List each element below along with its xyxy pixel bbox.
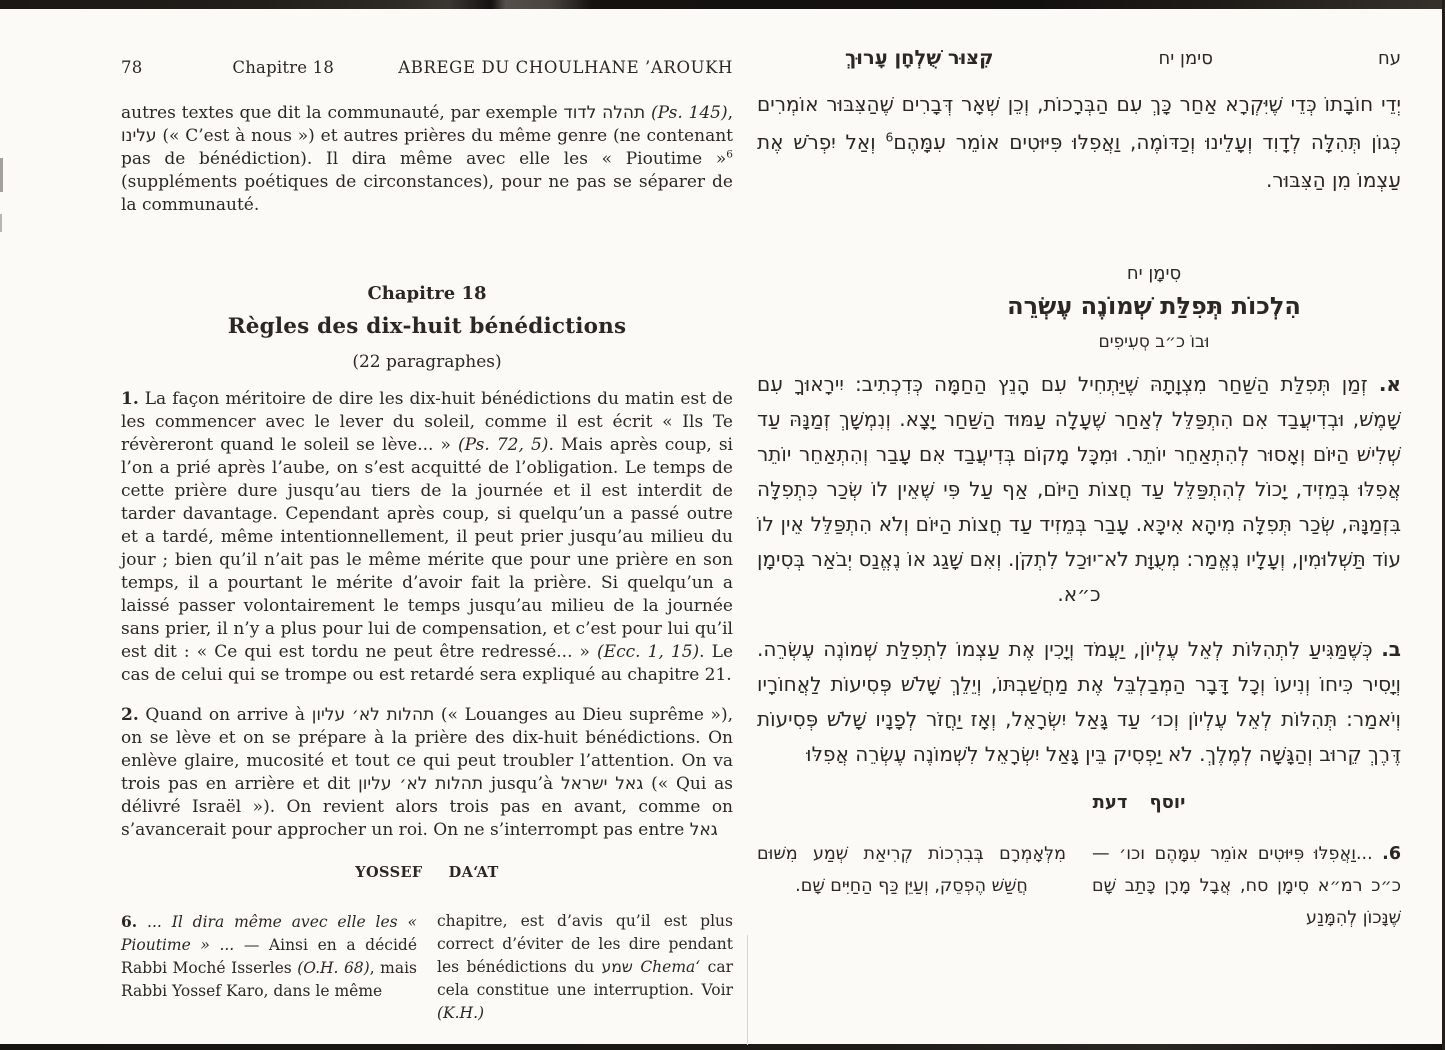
french-paragraph-1 xyxy=(121,388,733,687)
paragraph-text: autres textes que dit la communauté, par exemple תהלה לדוד xyxy=(121,103,651,123)
paragraph-letter: ב. xyxy=(1381,637,1401,661)
footnote-number: 6. xyxy=(121,911,138,931)
paragraph-text: (suppléments poétiques de circonstances), pour ne pas se séparer de la communauté. xyxy=(121,172,733,215)
hebrew-section-heading xyxy=(757,263,1401,352)
footnote-header-word: יוסף xyxy=(1149,792,1186,813)
scan-gutter-line xyxy=(747,935,748,1045)
footnote-number: 6. xyxy=(1382,843,1401,864)
footnote-marker: 6 xyxy=(885,129,894,145)
footnote-text: chapitre, est d’avis qu’il est plus correct d’éviter de les dire pendant les bénédictions du xyxy=(437,911,733,976)
paragraph-text: זְמַן תְּפִלַּת הַשַּׁחַר מִצְוָתָהּ שֶׁיַּתְחִיל עִם הָנֵץ הַחַמָּה כְּדִכְתִיב: יִירָאוּךָ עִם שָׁמֶשׁ, וּבְדִיעֲבַד אִם הִתְפַּלֵּל לְאַחַר שֶׁעָלָה עַמּוּד הַשַּׁחַר יָצָא. וְנִמְשָׁךְ זְמַנָּהּ עַד שְׁלִישׁ הַיּוֹם וְאָסוּר לְהִתְאַחֵר יוֹתֵר. וּמִכָּל מָקוֹם בְּדִיעֲבַד אִם עָבַר וְהִתְאַחֵר יוֹתֵר אֲפִלּוּ בְּמֵזִיד, יָכוֹל לְהִתְפַּלֵּל עַד חֲצוֹת הַיּוֹם, אַף עַל פִּי שֶׁאֵין לוֹ שְׂכַר כִּתְפִלָּה בִּזְמַנָּהּ, שְׂכַר תְּפִלָּה מִיהָא אִיכָּא. עָבַר בְּמֵזִיד עַד חֲצוֹת הַיּוֹם וְלֹא הִתְפַּלֵּל אֵין לוֹ עוֹד תַּשְׁלוּמִין, וְעָלָיו נֶאֱמַר: מְעֻוָּת לֹא־יוּכַל לִתְקֹן. וְאִם שָׁגַג אוֹ נֶאֱנַס יְבֹאַר בְּסִימָן כ״א. xyxy=(757,372,1401,606)
paragraph-text: . Le cas de celui qui se trompe ou est retardé sera expliqué au chapitre 21. xyxy=(121,642,733,685)
scripture-reference: (Ps. 72, 5) xyxy=(458,435,549,455)
footnote-header-word: DA‘AT xyxy=(448,864,499,881)
siman-title: הִלְכוֹת תְּפִלַּת שְׁמוֹנֶה עֶשְׂרֵה xyxy=(1007,292,1301,320)
source-reference: (O.H. 68) xyxy=(297,958,370,977)
hebrew-paragraph-alef xyxy=(757,367,1401,612)
footnote-marker: 6 xyxy=(726,148,733,161)
paragraph-text: כְּשֶׁמַּגִּיעַ לִתְהִלּוֹת לְאֵל עֶלְיוֹן, יַעֲמֹד וְיָכִין אֶת עַצְמוֹ לִתְפִלַּת שְׁמוֹנֶה עֶשְׂרֵה. וְיָסִיר כִּיחוֹ וְנִיעוֹ וְכָל דָּבָר הַמְבַלְבֵּל אֶת מַחֲשַׁבְתּוֹ, וְיֵלֵךְ שָׁלֹשׁ פְּסִיעוֹת לַאֲחוֹרָיו וְיֹאמַר: תְּהִלּוֹת לְאֵל עֶלְיוֹן וְכוּ׳ עַד גָּאַל יִשְׂרָאֵל, וְאָז יַחֲזֹר לְפָנָיו שָׁלֹשׁ פְּסִיעוֹת דֶּרֶךְ קֵרוּב וְהַגָּשָׁה לְמֶלֶךְ. לֹא יַפְסִיק בֵּין גָּאַל יִשְׂרָאֵל לִשְׁמוֹנֶה עֶשְׂרֵה אֲפִלּוּ xyxy=(757,637,1401,766)
footnote-column-1 xyxy=(121,910,417,1025)
chapter-subtitle: (22 paragraphes) xyxy=(352,352,502,372)
siman-subtitle: וּבוֹ כ״ב סְעִיפִים xyxy=(1098,332,1210,352)
french-running-header xyxy=(121,58,733,77)
chapter-heading: Chapitre 18 xyxy=(367,283,487,304)
hebrew-footnotes xyxy=(757,820,1401,951)
scan-edge-top xyxy=(0,0,1445,9)
inline-hebrew-word: שמע xyxy=(601,957,633,976)
siman-label: סִימָן יח xyxy=(1126,263,1182,284)
source-reference: (K.H.) xyxy=(437,1003,485,1022)
footnote-section-header-french xyxy=(121,864,733,881)
footnote-text: מִלְּאָמְרָם בְּבִרְכוֹת קְרִיאַת שְׁמַע מִשּׁוּם חֲשַׁשׁ הֶפְסֵק, וְעַיֵּן כַּף הַחַיִּים שָׁם. xyxy=(757,843,1066,896)
french-footnotes xyxy=(121,894,733,1040)
footnote-text: Ainsi en a décidé Rabbi Moché Isserles xyxy=(121,935,417,977)
footnote-text: car cela constitue une interruption. Voir xyxy=(437,957,733,999)
hebrew-column xyxy=(757,46,1401,951)
hebrew-paragraph-bet xyxy=(757,632,1401,772)
paragraph-text: , עלינו (« C’est à nous ») et autres prières du même genre (ne contenant pas de bénédiction). Il dira même avec elle les « Pioutime » xyxy=(121,103,734,169)
footnote-lemma: ... Il dira même avec elle les « Pioutime » ... — xyxy=(121,912,417,954)
book-title-french: ABREGE DU CHOULHANE ’AROUKH xyxy=(398,58,733,77)
transliteration: Chema‘ xyxy=(632,957,701,976)
french-paragraph-2 xyxy=(121,704,733,842)
footnote-section-header-hebrew xyxy=(757,792,1401,813)
paragraph-text: . Mais après coup, si l’on a prié après l’aube, on s’est acquitté de l’obligation. Le temps de cette prière dure jusqu’au tiers de la journée et il est interdit de tarder davantage. Cependant après coup, si quelqu’un a passé outre et a tardé, même intentionnellement, il peut prier jusqu’au milieu du jour ; bien qu’il n’ait pas le même mérite que pour une prière en son temps, il a pourtant le mérite d’avoir fait la prière. Si quelqu’un a laissé passer volontairement le temps jusqu’au milieu de la journée sans prier, il n’y a plus pour lui de compensation, et c’est pour lui qu’il est dit : « Ce qui est tordu ne peut être redressé... » xyxy=(121,435,733,662)
footnote-header-word: דעת xyxy=(1092,792,1128,813)
scripture-reference: (Ps. 145) xyxy=(650,103,728,123)
chapter-title: Règles des dix-huit bénédictions xyxy=(227,314,627,339)
hebrew-footnote-column-right xyxy=(1092,838,1401,934)
paragraph-text: וְאַל יִפְרֹשׁ אֶת עַצְמוֹ מִן הַצִּבּוּר. xyxy=(757,130,1401,192)
running-siman-label: סימן יח xyxy=(1158,48,1213,69)
paragraph-number: 2. xyxy=(121,705,139,725)
hebrew-running-header xyxy=(757,46,1401,69)
paragraph-text: Quand on arrive à תהלות לא׳ עליון (« Louanges au Dieu suprême »), on se lève et on se prépare à la prière des dix-huit bénédictions. On enlève glaire, mucosité et tout ce qui peut troubler l’attention. On va trois pas en arrière et dit תהלות לא׳ עליון jusqu’à גאל ישראל (« Qui as délivré Israël »). On revient alors trois pas en avant, comme on s’avancerait pour approcher un roi. On ne s’interrompt pas entre גאל xyxy=(121,705,733,840)
page-number: 78 xyxy=(121,58,143,77)
footnote-header-word: YOSSEF xyxy=(355,864,423,881)
hebrew-page-number: עח xyxy=(1377,48,1401,69)
footnote-column-2 xyxy=(437,910,733,1025)
hebrew-footnote-column-left xyxy=(757,838,1066,934)
paragraph-text: יְדֵי חוֹבָתוֹ כְּדֵי שֶׁיִּקְרָא אַחַר כָּךְ עִם הַבְּרָכוֹת, וְכֵן שְׁאָר דְּבָרִים שֶׁהַצִּבּוּר אוֹמְרִים כְּגוֹן תְּהִלָּה לְדָוִד וְעָלֵינוּ וְכַדּוֹמֶה, וַאֲפִלּוּ פִּיּוּטִים אוֹמֵר עִמָּהֶם xyxy=(757,92,1401,154)
book-title-hebrew: קִצּוּר שֻׁלְחָן עָרוּךְ xyxy=(845,46,994,69)
scan-edge-mark xyxy=(0,158,3,192)
scripture-reference: (Ecc. 1, 15) xyxy=(597,642,700,662)
running-chapter-label: Chapitre 18 xyxy=(232,58,335,77)
hebrew-continuation-paragraph xyxy=(757,85,1401,199)
scan-edge-mark xyxy=(0,214,2,232)
paragraph-letter: א. xyxy=(1378,372,1401,396)
french-column xyxy=(121,58,733,1040)
scan-edge-bottom xyxy=(0,1044,1445,1050)
french-continuation-paragraph xyxy=(121,102,733,217)
footnote-text: ...וַאֲפִלּוּ פִּיּוּטִים אוֹמֵר עִמָּהֶם וכו׳ — כ״כ רמ״א סִימָן סח, אֲבָל מָרָן כָּתַב שָׁם שֶׁנָּכוֹן לְהִמָּנַע xyxy=(1092,843,1401,928)
paragraph-text: La façon méritoire de dire les dix-huit bénédictions du matin est de les commencer avec le lever du soleil, comme il est écrit « Ils Te révèreront quand le soleil se lève... » xyxy=(121,389,733,455)
footnote-text: , mais Rabbi Yossef Karo, dans le même xyxy=(121,958,417,1000)
paragraph-number: 1. xyxy=(121,389,139,409)
